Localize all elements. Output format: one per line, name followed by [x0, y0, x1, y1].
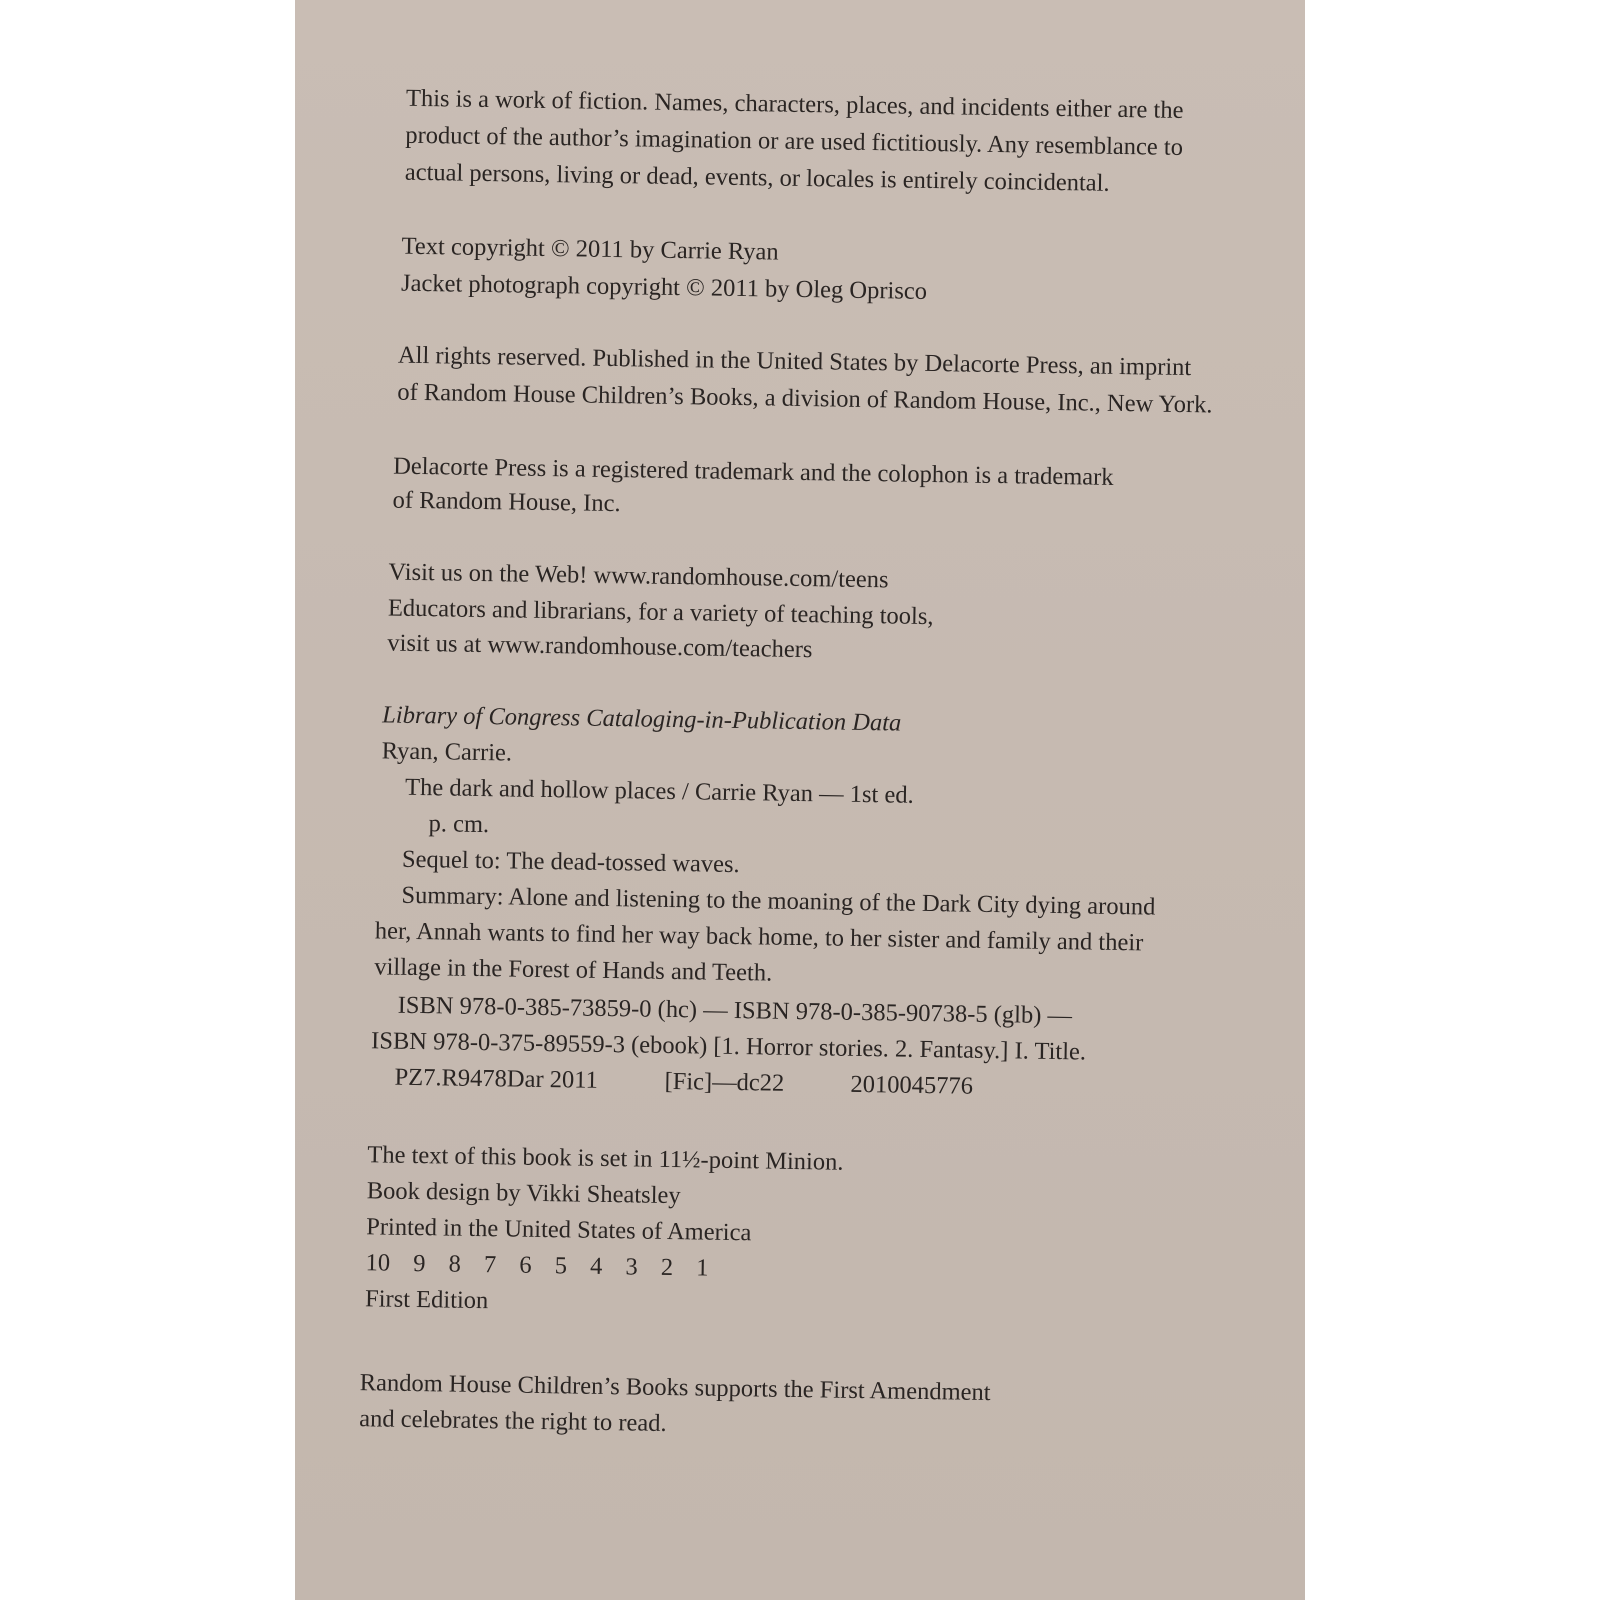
fiction-notice-line-2: product of the author’s imagination or are used fictitiously. Any resemblance to	[405, 121, 1184, 161]
printer-key-number: 1	[696, 1254, 709, 1282]
printer-key-number: 10	[365, 1249, 391, 1277]
edition-note: First Edition	[364, 1285, 489, 1315]
trademark-line-2: of Random House, Inc.	[392, 486, 621, 518]
lccn: 2010045776	[850, 1070, 974, 1100]
first-amendment-line-1: Random House Children’s Books supports the First Amendment	[359, 1369, 991, 1407]
printer-key-number: 9	[413, 1249, 426, 1278]
printer-key-number: 5	[554, 1252, 568, 1280]
web-line-educators: Educators and librarians, for a variety of teaching tools,	[387, 594, 934, 631]
cip-pcm: p. cm.	[428, 810, 490, 839]
fiction-notice-line-3: actual persons, living or dead, events, or locales is entirely coincidental.	[404, 158, 1110, 197]
book-design-credit: Book design by Vikki Sheatsley	[366, 1177, 681, 1210]
copyright-page	[295, 0, 1305, 1600]
text-copyright: Text copyright © 2011 by Carrie Ryan	[401, 232, 779, 266]
web-line-teens: Visit us on the Web! www.randomhouse.com/teens	[388, 558, 889, 594]
cip-summary-line-1: Summary: Alone and listening to the moaning of the Dark City dying around	[401, 881, 1156, 921]
printer-key-number: 8	[448, 1250, 462, 1278]
rights-line-1: All rights reserved. Published in the United States by Delacorte Press, an imprint	[397, 341, 1192, 382]
cip-author: Ryan, Carrie.	[381, 737, 513, 767]
cip-summary-line-3: village in the Forest of Hands and Teeth.	[374, 953, 773, 987]
copyright-text-block	[295, 0, 1305, 1600]
fiction-notice-line-1: This is a work of fiction. Names, characters, places, and incidents either are the	[405, 84, 1184, 124]
typeface-note: The text of this book is set in 11½-point Minion.	[367, 1141, 844, 1176]
printer-key-line	[365, 1248, 725, 1284]
cip-sequel: Sequel to: The dead-tossed waves.	[401, 845, 740, 879]
lc-call-number: PZ7.R9478Dar 2011	[394, 1063, 599, 1094]
printer-key-number: 6	[519, 1251, 532, 1279]
printed-in: Printed in the United States of America	[366, 1213, 752, 1247]
cip-isbn-line-1: ISBN 978-0-385-73859-0 (hc) — ISBN 978-0-385-90738-5 (glb) —	[397, 991, 1073, 1030]
rights-line-2: of Random House Children’s Books, a division of Random House, Inc., New York.	[397, 378, 1213, 419]
printer-key-number: 7	[483, 1251, 497, 1279]
cip-isbn-line-2: ISBN 978-0-375-89559-3 (ebook) [1. Horror stories. 2. Fantasy.] I. Title.	[370, 1027, 1087, 1066]
cip-title-line: The dark and hollow places / Carrie Ryan — 1st ed.	[404, 773, 914, 809]
first-amendment-line-2: and celebrates the right to read.	[359, 1405, 667, 1437]
web-line-teachers: visit us at www.randomhouse.com/teachers	[387, 629, 813, 664]
trademark-line-1: Delacorte Press is a registered trademark and the colophon is a trademark	[392, 452, 1114, 491]
cip-classification	[394, 1063, 973, 1102]
jacket-copyright: Jacket photograph copyright © 2011 by Oleg Oprisco	[400, 269, 928, 305]
printer-key-number: 2	[660, 1253, 674, 1282]
printer-key-number: 4	[589, 1252, 603, 1280]
cip-heading: Library of Congress Cataloging-in-Publication Data	[382, 701, 902, 737]
cip-summary-line-2: her, Annah wants to find her way back home, to her sister and family and their	[374, 917, 1144, 957]
printer-key-number: 3	[625, 1253, 638, 1281]
dewey-number: [Fic]—dc22	[664, 1067, 785, 1097]
